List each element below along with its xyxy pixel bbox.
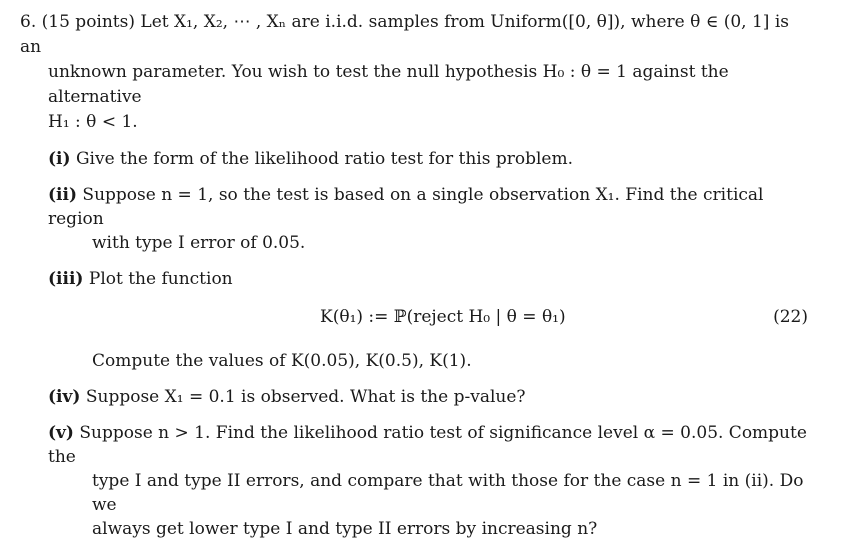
problem-intro-line-2: unknown parameter. You wish to test the null hypothesis H₀ : θ = 1 against the alternative xyxy=(48,62,729,107)
part-text-continued-2: always get lower type I and type II errors by increasing n? xyxy=(92,519,598,539)
part-text: Give the form of the likelihood ratio test for this problem. xyxy=(75,149,574,169)
problem-intro-line-3: H₁ : θ < 1. xyxy=(48,112,138,132)
problem-number: 6. xyxy=(20,12,37,32)
equation-row xyxy=(20,307,808,333)
part-i xyxy=(48,147,808,171)
problem-intro-text-1: Let X₁, X₂, ⋯ , Xₙ are i.i.d. samples from Uniform([0, θ]), where θ ∈ (0, 1] is an xyxy=(20,12,790,57)
part-text-continued: with type I error of 0.05. xyxy=(92,233,306,253)
part-label: (i) xyxy=(48,149,71,169)
equation-number: (22) xyxy=(773,307,808,327)
part-label: (ii) xyxy=(48,185,78,205)
part-text: Plot the function xyxy=(88,269,233,289)
part-v xyxy=(48,421,808,541)
part-ii xyxy=(48,183,808,255)
part-text-continued: type I and type II errors, and compare that with those for the case n = 1 in (ii). Do we xyxy=(92,471,804,515)
part-iii xyxy=(48,267,808,291)
part-label: (iv) xyxy=(48,387,81,407)
problem-intro-line-1 xyxy=(20,10,808,60)
equation-formula: K(θ₁) := ℙ(reject H₀ | θ = θ₁) xyxy=(320,307,566,327)
part-label: (v) xyxy=(48,423,74,443)
part-text: Suppose X₁ = 0.1 is observed. What is the p-value? xyxy=(85,387,526,407)
part-iv xyxy=(48,385,808,409)
part-text: Suppose n > 1. Find the likelihood ratio test of significance level α = 0.05. Compute the xyxy=(48,423,807,467)
problem-points: (15 points) xyxy=(41,12,135,32)
part-label: (iii) xyxy=(48,269,84,289)
problem-6 xyxy=(20,10,808,135)
part-text: Suppose n = 1, so the test is based on a single observation X₁. Find the critical region xyxy=(48,185,764,229)
compute-line: Compute the values of K(0.05), K(0.5), K(1). xyxy=(92,351,472,371)
